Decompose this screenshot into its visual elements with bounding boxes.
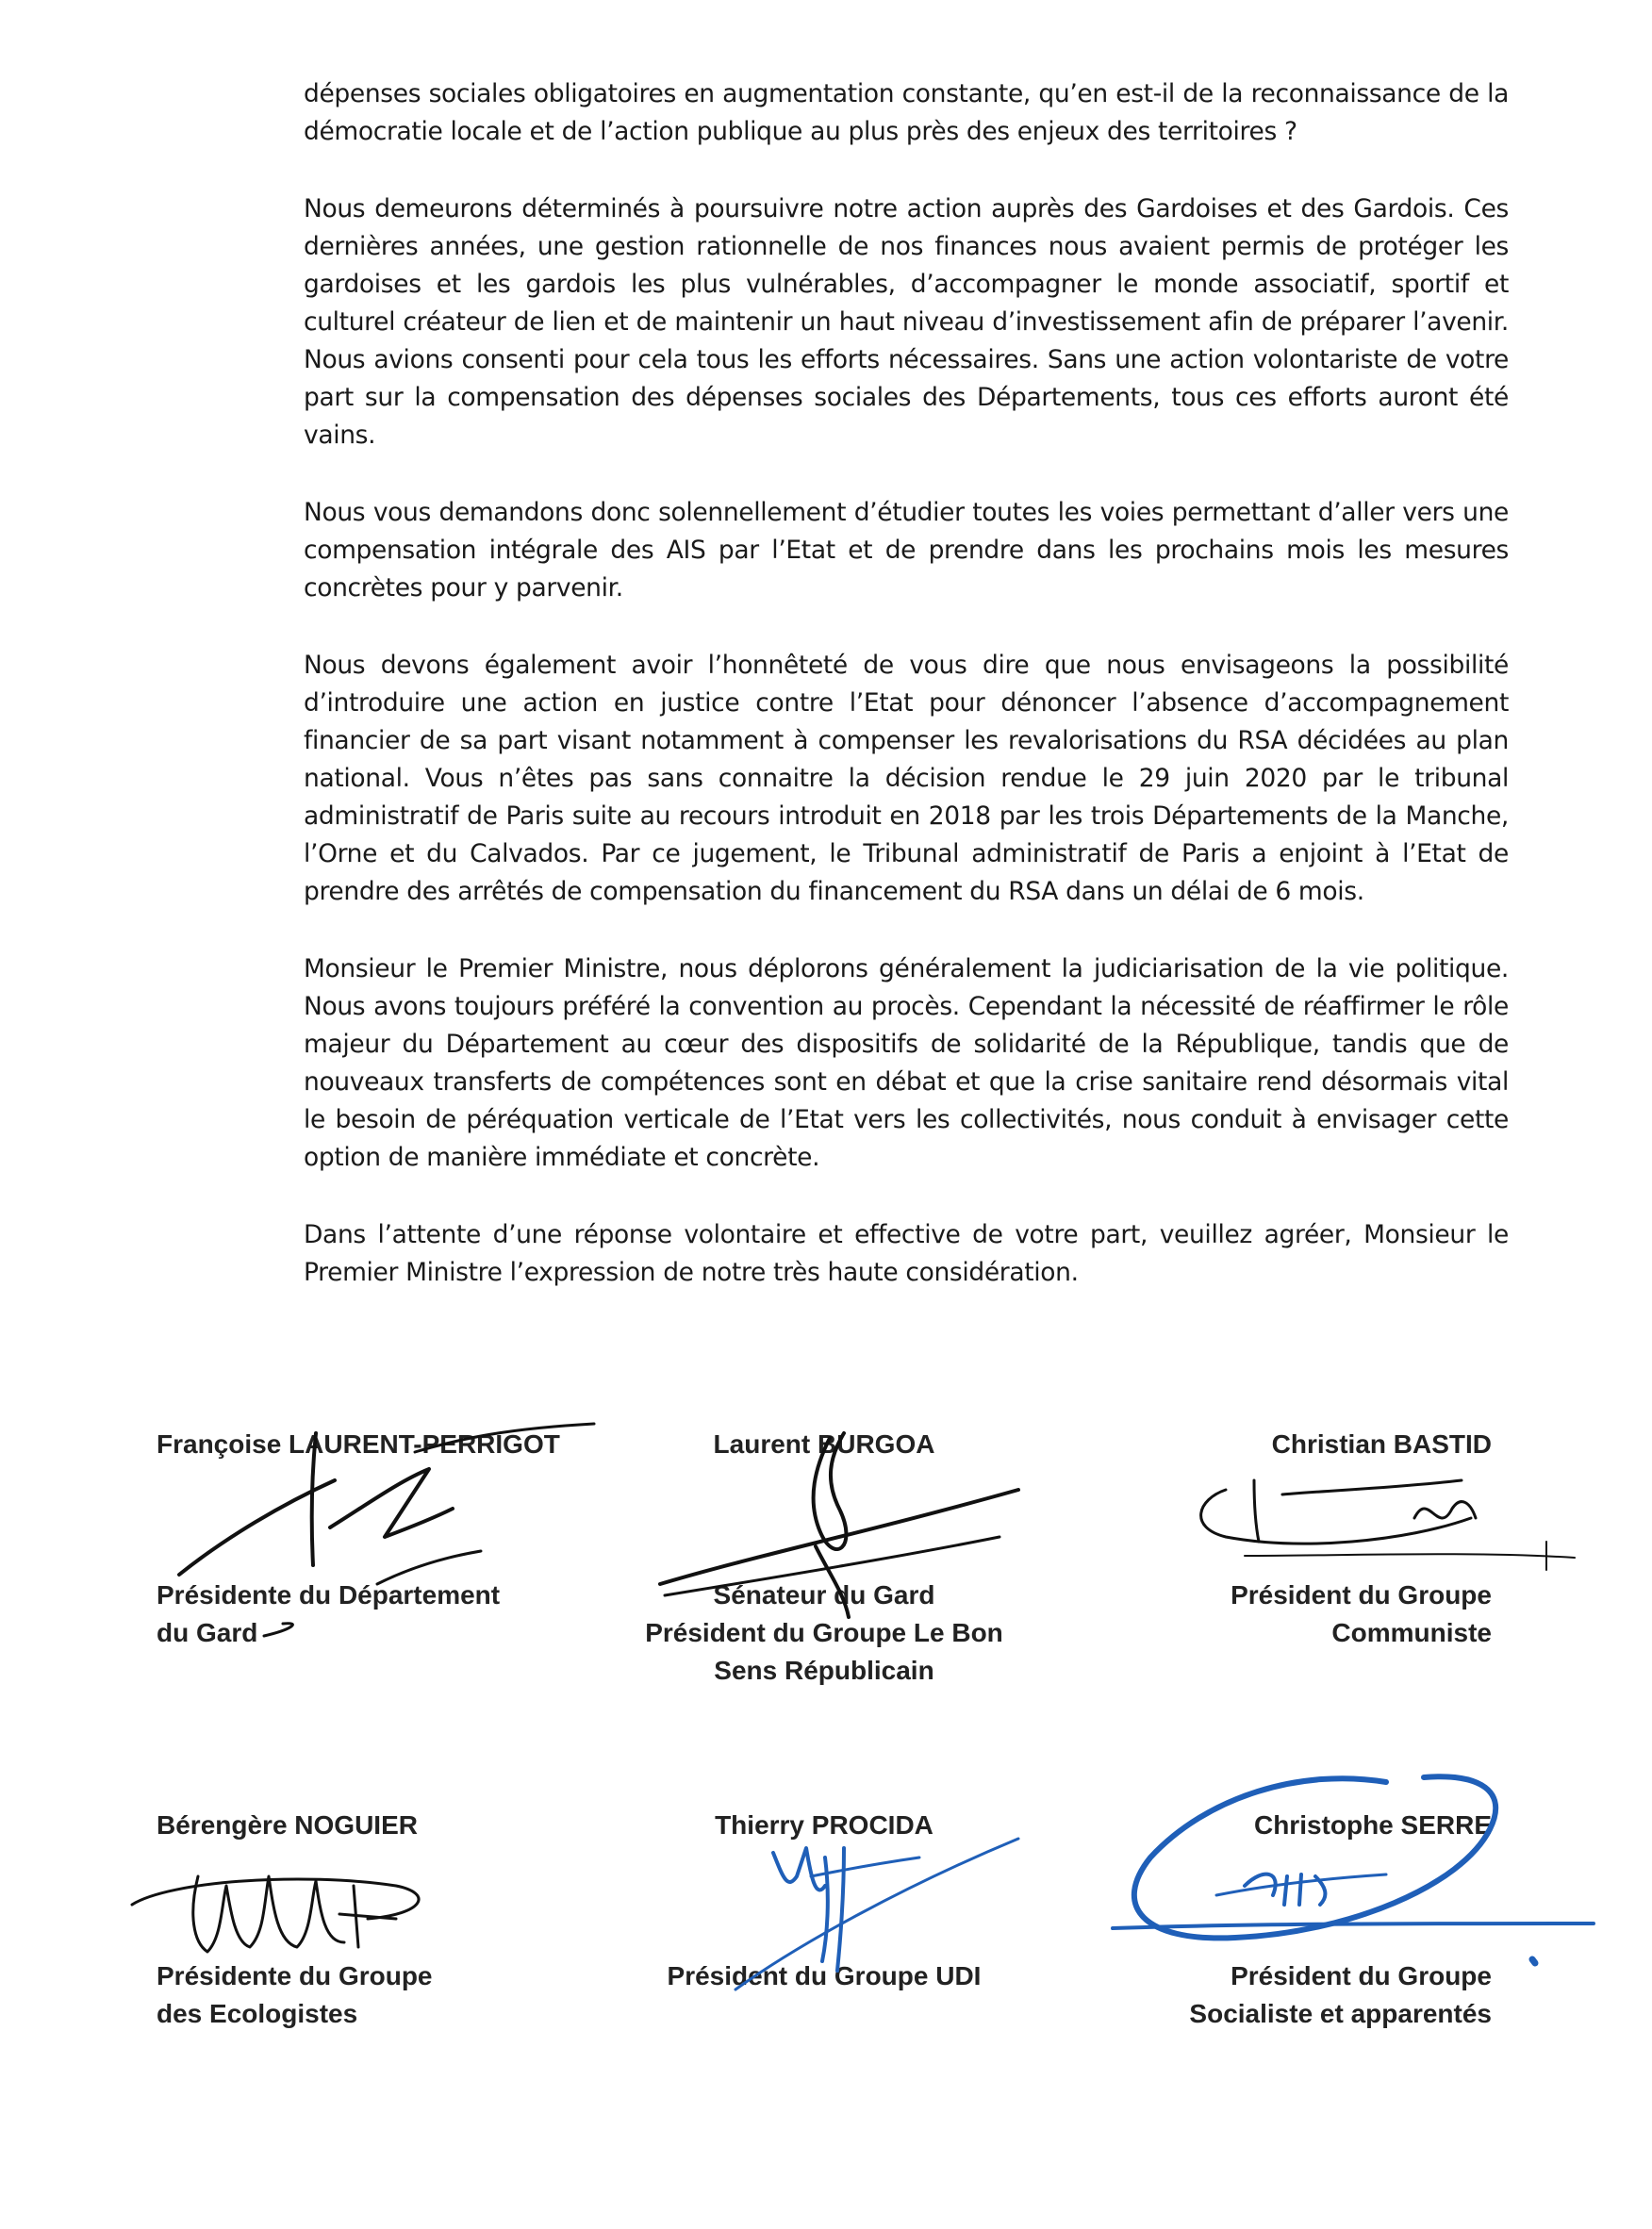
signatory-name: Bérengère NOGUIER — [157, 1810, 418, 1840]
signatory-role: Présidente du Groupe des Ecologistes — [157, 1961, 433, 2028]
paragraph: dépenses sociales obligatoires en augmentation constante, qu’en est-il de la reconnaissance de la démocratie locale et de l’action publique au plus près des enjeux des territoires ? — [304, 79, 1509, 146]
signatory-name: Françoise LAURENT-PERRIGOT — [157, 1429, 560, 1459]
signatory-block — [157, 1807, 647, 2033]
signatory-name: Christian BASTID — [1271, 1429, 1492, 1459]
paragraph: Monsieur le Premier Ministre, nous déplorons généralement la judiciarisation de la vie politique. Nous avons toujours préféré la convention au procès. Cependant la nécessité de réaffirmer le rôle majeur du Département au cœur des dispositifs de solidarité de la République, tandis que de nouveaux transferts de compétences sont en débat et que la crise sanitaire rend désormais vital le besoin de péréquation verticale de l’Etat vers les collectivités, nous conduit à envisager cette option de manière immédiate et concrète. — [304, 954, 1509, 1172]
signatory-block — [1001, 1426, 1492, 1652]
signatory-role: Président du Groupe Socialiste et apparentés — [1189, 1961, 1492, 2028]
signatory-name: Laurent BURGOA — [713, 1429, 935, 1459]
signatory-role: Présidente du Département du Gard — [157, 1580, 501, 1647]
paragraph: Nous vous demandons donc solennellement d’étudier toutes les voies permettant d’aller vers une compensation intégrale des AIS par l’Etat et de prendre dans les prochains mois les mesures concrètes pour y parvenir. — [304, 498, 1509, 603]
signatory-role: Sénateur du Gard Président du Groupe Le Bon Sens Républicain — [645, 1580, 1003, 1685]
paragraph: Nous demeurons déterminés à poursuivre notre action auprès des Gardoises et des Gardois. Ces dernières années, une gestion rationnelle de nos finances nous avaient permis de protéger les gardoises et les gardois les plus vulnérables, d’accompagner le monde associatif, sportif et culturel créateur de lien et de maintenir un haut niveau d’investissement afin de préparer l’avenir. Nous avions consenti pour cela tous les efforts nécessaires. Sans une action volontariste de votre part sur la compensation des dépenses sociales des Départements, tous ces efforts auront été vains. — [304, 194, 1509, 450]
letter-body — [304, 75, 1509, 1331]
signatory-block — [157, 1426, 647, 1652]
signatory-block — [579, 1426, 1069, 1690]
signatory-role: Président du Groupe UDI — [667, 1961, 982, 1990]
signatory-block — [579, 1807, 1069, 2033]
signatory-block — [1001, 1807, 1492, 2033]
signatory-name: Thierry PROCIDA — [715, 1810, 933, 1840]
paragraph: Nous devons également avoir l’honnêteté de vous dire que nous envisageons la possibilité d’introduire une action en justice contre l’Etat pour dénoncer l’absence d’accompagnement financier de sa part visant notamment à compenser les revalorisations du RSA décidées au plan national. Vous n’êtes pas sans connaitre la décision rendue le 29 juin 2020 par le tribunal administratif de Paris suite au recours introduit en 2018 par les trois Départements de la Manche, l’Orne et du Calvados. Par ce jugement, le Tribunal administratif de Paris a enjoint à l’Etat de prendre des arrêtés de compensation du financement du RSA dans un délai de 6 mois. — [304, 651, 1509, 906]
signatory-name: Christophe SERRE — [1253, 1810, 1492, 1840]
paragraph: Dans l’attente d’une réponse volontaire et effective de votre part, veuillez agréer, Monsieur le Premier Ministre l’expression de notre très haute considération. — [304, 1220, 1509, 1287]
signatory-role: Président du Groupe Communiste — [1231, 1580, 1492, 1647]
